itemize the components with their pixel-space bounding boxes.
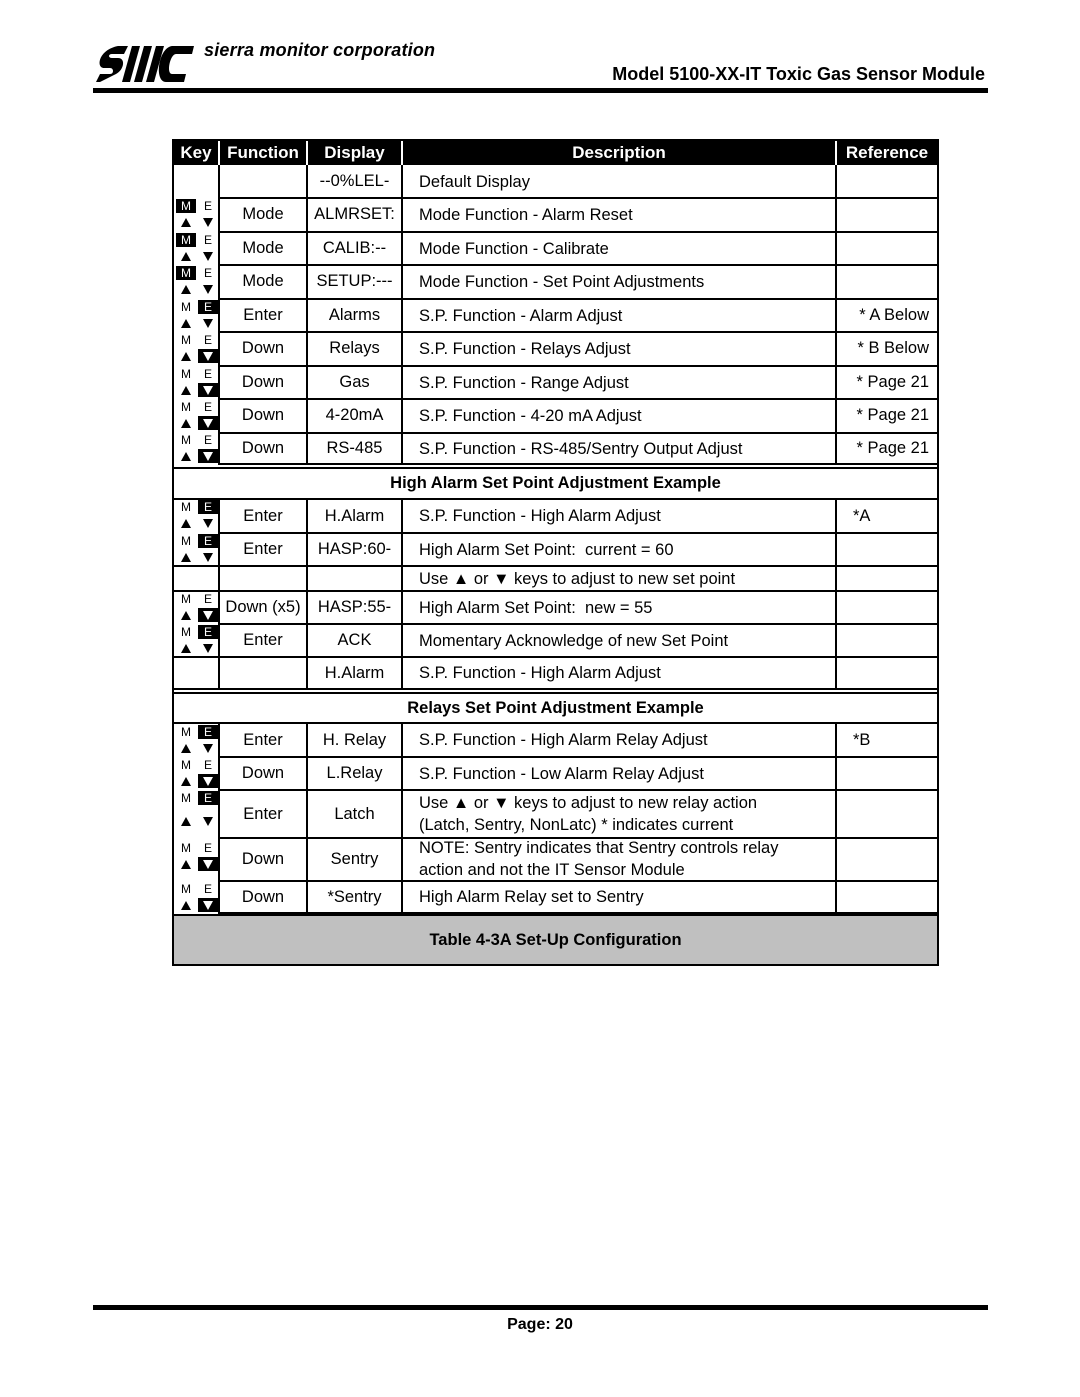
function-cell: Enter (243, 804, 283, 823)
display-cell: --0%LEL- (319, 172, 390, 190)
display-cell: 4-20mA (325, 406, 384, 424)
description-cell: Mode Function - Set Point Adjustments (419, 272, 705, 291)
key-combo-icon: M E (175, 432, 219, 464)
reference-cell: * A Below (859, 306, 929, 324)
function-cell: Enter (243, 506, 283, 525)
key-combo-icon: M E (175, 265, 219, 297)
display-cell: RS-485 (326, 439, 383, 457)
description-cell: Mode Function - Alarm Reset (419, 205, 633, 224)
function-cell: Down (241, 373, 285, 391)
document-title: Model 5100-XX-IT Toxic Gas Sensor Module (612, 64, 985, 84)
description-cell: Default Display (419, 172, 530, 191)
display-cell: HASP:60- (317, 540, 392, 558)
reference-cell (837, 758, 937, 789)
function-cell (220, 567, 306, 590)
display-cell: CALIB:-- (322, 239, 387, 257)
section-heading-high-alarm: High Alarm Set Point Adjustment Example (390, 473, 721, 492)
description-cell: High Alarm Set Point: current = 60 (419, 540, 674, 559)
display-cell: L.Relay (326, 764, 383, 782)
key-combo-icon: M E (175, 881, 219, 913)
function-cell: Mode (242, 272, 284, 290)
display-cell: Alarms (328, 306, 381, 324)
description-cell: S.P. Function - Relays Adjust (419, 339, 631, 358)
description-cell: S.P. Function - RS-485/Sentry Output Adjust (419, 439, 743, 458)
display-cell: Sentry (330, 850, 379, 868)
key-combo-icon: M E (175, 790, 219, 834)
reference-cell (837, 534, 937, 565)
function-cell: Down (241, 406, 285, 424)
description-cell: S.P. Function - High Alarm Relay Adjust (419, 731, 708, 749)
description-cell: Momentary Acknowledge of new Set Point (419, 631, 729, 650)
column-header-display: Display (308, 141, 401, 165)
display-cell: Gas (339, 373, 370, 391)
reference-cell (837, 625, 937, 656)
description-cell: S.P. Function - High Alarm Adjust (419, 507, 661, 525)
description-cell: Mode Function - Calibrate (419, 239, 609, 258)
key-combo-icon: M E (175, 299, 219, 331)
reference-cell (837, 232, 937, 265)
reference-cell: * Page 21 (856, 406, 929, 424)
reference-cell (837, 882, 937, 912)
description-cell: S.P. Function - High Alarm Adjust (419, 664, 661, 682)
function-cell: Enter (243, 540, 283, 558)
function-cell: Down (241, 764, 285, 782)
description-line: Use ▲ or ▼ keys to adjust to new relay action (419, 794, 758, 812)
display-cell: ACK (337, 631, 372, 649)
reference-cell (837, 198, 937, 231)
description-cell (403, 791, 835, 837)
description-line: action and not the IT Sensor Module (419, 860, 685, 879)
column-header-reference: Reference (837, 141, 937, 165)
page-number: Page: 20 (507, 1316, 573, 1333)
description-line: (Latch, Sentry, NonLatc) * indicates current (419, 816, 734, 834)
column-header-key: Key (174, 141, 218, 165)
key-combo-icon: M E (175, 724, 219, 756)
function-cell: Enter (243, 306, 283, 324)
description-line: NOTE: Sentry indicates that Sentry controls relay (419, 838, 779, 857)
display-cell: ALMRSET: (314, 205, 395, 223)
reference-cell (837, 791, 937, 837)
function-cell: Mode (242, 239, 284, 257)
key-combo-icon: M E (175, 840, 219, 872)
company-name: sierra monitor corporation (204, 40, 436, 60)
reference-cell: * Page 21 (856, 439, 929, 457)
display-cell: H.Alarm (324, 663, 385, 682)
reference-cell: * Page 21 (856, 373, 929, 391)
reference-cell: *A (853, 506, 871, 525)
reference-cell: * B Below (857, 339, 929, 357)
setup-configuration-table (172, 139, 939, 966)
key-combo-icon: M E (175, 232, 219, 264)
key-combo-icon: M E (175, 499, 219, 531)
key-combo-icon: M E (175, 332, 219, 364)
function-cell: Down (241, 850, 285, 868)
function-cell (220, 658, 306, 688)
table-caption: Table 4-3A Set-Up Configuration (174, 916, 937, 964)
display-cell: HASP:55- (317, 598, 392, 616)
key-combo-icon: M E (175, 533, 219, 565)
reference-cell (837, 567, 937, 590)
description-cell: Use ▲ or ▼ keys to adjust to new set point (419, 569, 736, 588)
function-cell: Enter (243, 631, 283, 649)
description-cell: S.P. Function - 4-20 mA Adjust (419, 406, 642, 425)
display-cell: Relays (329, 339, 380, 357)
function-cell (220, 165, 306, 198)
description-cell: S.P. Function - Alarm Adjust (419, 306, 623, 325)
description-cell: High Alarm Set Point: new = 55 (419, 598, 653, 617)
function-cell: Mode (242, 205, 284, 223)
function-cell: Down (241, 339, 285, 357)
reference-cell (837, 839, 937, 880)
display-cell: *Sentry (327, 887, 382, 906)
reference-cell (837, 265, 937, 298)
function-cell: Enter (243, 730, 283, 749)
function-cell: Down (241, 887, 285, 906)
reference-cell (837, 165, 937, 198)
header-rule (93, 88, 988, 93)
key-combo-icon: M E (175, 366, 219, 398)
company-logo (96, 44, 196, 84)
function-cell: Down (241, 439, 285, 457)
reference-cell: *B (853, 730, 871, 749)
column-header-function: Function (220, 141, 306, 165)
key-combo-icon: M E (175, 624, 219, 656)
display-cell: SETUP:--- (316, 272, 393, 290)
display-cell: H.Alarm (324, 506, 385, 525)
key-combo-icon: M E (175, 399, 219, 431)
key-combo-icon: M E (175, 591, 219, 623)
description-cell: S.P. Function - Range Adjust (419, 373, 629, 392)
key-combo-icon: M E (175, 757, 219, 789)
reference-cell (837, 592, 937, 623)
column-header-description: Description (403, 141, 835, 165)
description-cell: High Alarm Relay set to Sentry (419, 888, 644, 906)
key-combo-icon: M E (175, 198, 219, 230)
section-heading-relays: Relays Set Point Adjustment Example (407, 698, 704, 717)
footer-rule (93, 1305, 988, 1310)
reference-cell (837, 658, 937, 688)
description-cell (403, 837, 835, 880)
description-cell: S.P. Function - Low Alarm Relay Adjust (419, 764, 704, 783)
display-cell: Latch (334, 804, 375, 823)
display-cell: H. Relay (322, 730, 387, 749)
display-cell (308, 567, 401, 590)
function-cell: Down (x5) (225, 598, 301, 616)
